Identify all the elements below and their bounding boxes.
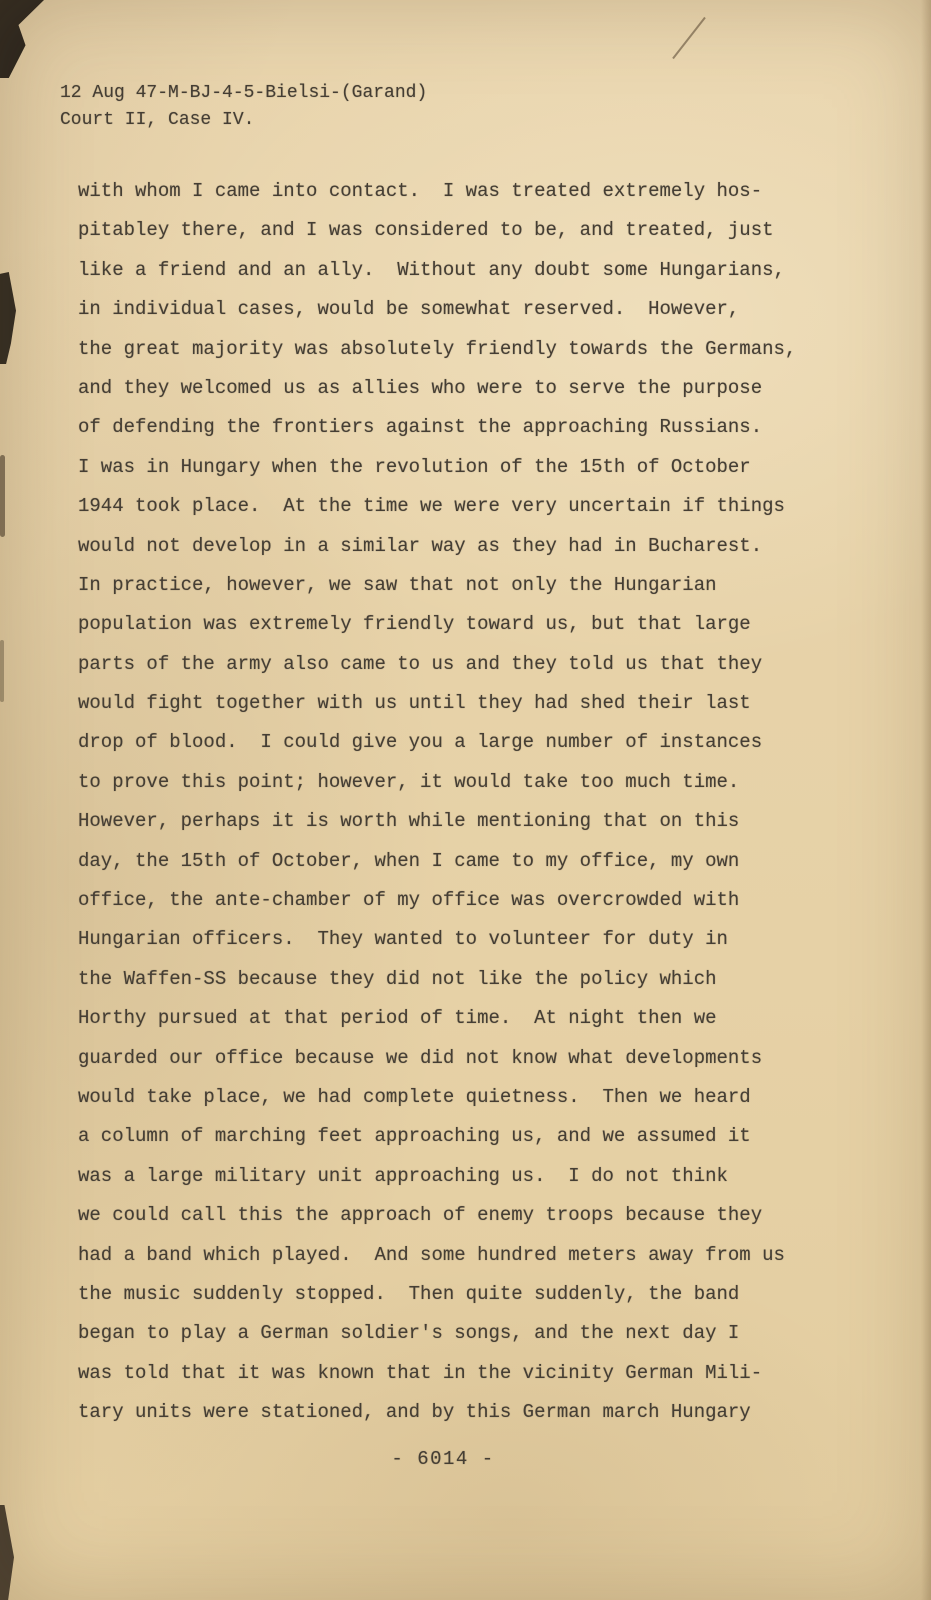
body-line: parts of the army also came to us and they told us that they bbox=[78, 652, 763, 675]
body-line: guarded our office because we did not know what developments bbox=[78, 1046, 763, 1069]
body-line: pitabley there, and I was considered to be, and treated, just bbox=[78, 219, 774, 242]
body-line: a column of marching feet approaching us, and we assumed it bbox=[78, 1125, 751, 1148]
body-line: like a friend and an ally. Without any doubt some Hungarians, bbox=[78, 258, 785, 281]
body-line: drop of blood. I could give you a large number of instances bbox=[78, 731, 763, 754]
body-line: the great majority was absolutely friendly towards the Germans, bbox=[78, 337, 797, 360]
body-line: with whom I came into contact. I was treated extremely hos- bbox=[78, 180, 763, 202]
body-line: day, the 15th of October, when I came to my office, my own bbox=[78, 849, 740, 872]
body-line: I was in Hungary when the revolution of the 15th of October bbox=[78, 455, 751, 478]
body-line: to prove this point; however, it would take too much time. bbox=[78, 770, 740, 793]
scan-mark-left-edge bbox=[0, 272, 16, 364]
scan-mark-bottom-left bbox=[0, 1505, 14, 1600]
document-header bbox=[60, 80, 427, 134]
body-line: and they welcomed us as allies who were to serve the purpose bbox=[78, 376, 763, 399]
body-line: office, the ante-chamber of my office was overcrowded with bbox=[78, 889, 740, 912]
body-line: would fight together with us until they had shed their last bbox=[78, 692, 751, 715]
body-line: in individual cases, would be somewhat reserved. However, bbox=[78, 298, 740, 321]
body-line: Horthy pursued at that period of time. At night then we bbox=[78, 1007, 717, 1030]
scan-streak-left-1 bbox=[0, 455, 5, 537]
scan-edge-shadow bbox=[921, 0, 931, 1600]
body-line: began to play a German soldier's songs, and the next day I bbox=[78, 1322, 740, 1345]
scan-mark-top-left bbox=[0, 0, 44, 78]
body-line: of defending the frontiers against the approaching Russians. bbox=[78, 416, 763, 439]
body-line: would not develop in a similar way as they had in Bucharest. bbox=[78, 534, 763, 557]
body-line: was a large military unit approaching us. I do not think bbox=[78, 1164, 728, 1187]
scan-streak-left-2 bbox=[0, 640, 4, 702]
body-line: However, perhaps it is worth while mentioning that on this bbox=[78, 810, 740, 833]
page-number: - 6014 - bbox=[391, 1448, 495, 1470]
body-line: the Waffen-SS because they did not like the policy which bbox=[78, 967, 717, 990]
document-body bbox=[78, 172, 888, 1433]
body-line: population was extremely friendly toward us, but that large bbox=[78, 613, 751, 636]
scan-scratch-top bbox=[672, 17, 706, 59]
body-line: was told that it was known that in the vicinity German Mili- bbox=[78, 1361, 763, 1384]
body-line: In practice, however, we saw that not only the Hungarian bbox=[78, 573, 717, 596]
header-reference-line: 12 Aug 47-M-BJ-4-5-Bielsi-(Garand) bbox=[60, 83, 428, 103]
body-line: 1944 took place. At the time we were very uncertain if things bbox=[78, 495, 785, 518]
body-line: had a band which played. And some hundred meters away from us bbox=[78, 1243, 785, 1266]
body-line: tary units were stationed, and by this German march Hungary bbox=[78, 1401, 751, 1424]
body-line: we could call this the approach of enemy troops because they bbox=[78, 1204, 763, 1227]
body-line: would take place, we had complete quietness. Then we heard bbox=[78, 1085, 751, 1108]
body-line: the music suddenly stopped. Then quite suddenly, the band bbox=[78, 1282, 740, 1305]
header-court-line: Court II, Case IV. bbox=[60, 110, 255, 130]
body-line: Hungarian officers. They wanted to volunteer for duty in bbox=[78, 928, 728, 951]
